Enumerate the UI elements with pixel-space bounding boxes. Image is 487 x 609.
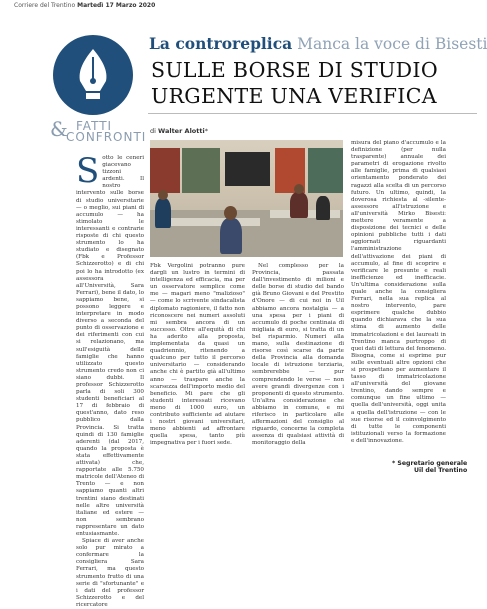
bookshelf (150, 148, 180, 193)
study-table (170, 218, 260, 226)
article-kicker (149, 34, 487, 53)
article-column-4 (351, 140, 446, 465)
body-paragraph: Nel complesso per la Provincia, passata dall'investimento di milioni e delle borse di studio del bando già Bruno Giovani e del Prestito d'Onore — di cui noi in Uil abbiamo ancora nostalgia — a una spesa per i piani di accumulo di poche centinaia di migliaia di euro, si tratta di un bel risparmio. Numeri alla mano, sulla destinazione di risorse così scarse da parte della Provincia alla domanda locale di istruzione terziaria, sembrerebbe — pur comprendendo le verse — non avere grandi divergenze con i proponenti di questo strumento. Un'altra considerazione che abbiamo in comune, e mi riferisco in particolare alle affermazioni del consiglio al riguardo, concerne la completa assenza di qualsiasi attività di monitoraggio della (252, 263, 344, 447)
body-paragraph: otto le ceneri giacevano tizzoni ardenti. Il nostro intervento sulle borse di studio universitarie — o meglio, sui piani di accumulo — ha stimolato le interessanti e contrarie risposte di chi questo strumento lo ha studiato e disegnato (Fbk e Professor Schizzerotto) e di chi poi lo ha introdotto (ex assessora all'Università, Sara Ferrari), bene il dato, lo sappiamo bene, si possono leggere e interpretare in modo diverso a seconda del punto di osservazione e dei riferimenti con cui si relazionano, ma sull'esiguità delle famiglie che hanno utilizzato questo strumento credo non ci siano dubbi. Il professor Schizzerotto parla di soli 300 studenti beneficiari al 17 di febbraio di quest'anno, dato reso pubblico dalla Provincia. Si tratta quindi di 130 famiglie aderenti (dal 2017, quando la proposta è stata effettivamente attivata) che, rapportate alle 5.750 matricole dell'Ateneo di Trento — e non sappiamo quanti altri trentini siano destinati nelle altre università italiane ed estere — non sembrano rappresentare un dato entusiasmante. (76, 155, 144, 537)
article-column-3 (252, 263, 344, 473)
byline: di Walter Alotti* (150, 127, 208, 135)
ampersand-mark: & (50, 117, 69, 141)
student-figure (220, 218, 242, 254)
article-column-1 (76, 151, 144, 608)
publication-date: Martedì 17 Marzo 2020 (77, 2, 156, 9)
kicker-sub: Manca la voce di Bisesti (297, 35, 487, 53)
student-figure (290, 192, 308, 218)
wall-screen (225, 152, 270, 186)
drop-cap: S (76, 151, 100, 191)
body-paragraph: misura del piano d'accumulo e la definizione (per nulla trasparente) annuale dei parametri di erogazione rivolto alle famiglie, prima di qualsiasi orientamento ponderato dei ragazzi alla scelta di un percorso futuro. Un ultimo, quindi, la doverosa richiesta al -silente- assessore all'istruzione e all'università Mirko Bisesti: mettere veramente a disposizione dei tecnici e delle opinioni pubbliche tutti i dati aggiornati riguardanti l'amministrazione dell'attivazione dei piani di accumulo, al fine di scoprire e verificare le presunte e reali inefficienze ed inefficacie. Un'ultima considerazione sulla quale anche la consigliera Ferrari, nella sua replica al nostro intervento, pare esprimere qualche dubbio quando dichiarava che la sua stima di aumento delle immatricolazioni e dei laureati in Trentino manca purtroppo di quei dati di lettura del fenomeno. Bisogna, come si esprime pur sulle eventuali altre opzioni che si prospettano per aumentare il tasso di immatricolazione all'università del giovane trentino, dando sempre e comunque un fine ultimo — quella dell'università, oggi unita a quella dell'istruzione — con le sue risorse ed il coinvolgimento di tutte le componenti istituzionali verso la formazione e dell'innovazione. (351, 140, 446, 444)
article-headline (151, 57, 476, 109)
headline-line-2: URGENTE UNA VERIFICA (151, 84, 437, 108)
byline-marker: * (204, 127, 208, 135)
student-figure (316, 196, 330, 220)
tag-line-2: CONFRONTI (66, 130, 147, 144)
bookshelf (182, 148, 220, 193)
bookshelf (308, 148, 343, 193)
author-signature: * Segretario generale Uil del Trentino (392, 460, 468, 474)
author-name: Walter Alotti (158, 127, 205, 135)
page-header (14, 2, 155, 9)
article-column-2 (150, 263, 245, 473)
column-logo (53, 35, 133, 115)
publication-name: Corriere del Trentino (14, 2, 76, 9)
student-head (224, 206, 237, 220)
tag-line-1: FATTI (76, 119, 113, 133)
student-figure (155, 198, 171, 228)
body-paragraph: Fbk Vergolini potranno pure dargli un lustro in termini di intelligenza ed efficacia, ma per un osservatore semplice come me — magari meno "malizioso" — come lo scrivente sindacalista diplomato ragioniere, il fatto non riconoscere nei numeri assoluti mi sembra ancora di un successo. Oltre all'equità di chi ha aderito alla proposta, implementata da quasi un quadriennio, ritenendo a qualcuno per tutto il percorso universitario — considerando anche chi è partito già all'ultimo anno — traspare anche la scarsezza dell'importo medio del beneficio. Mi pare che gli studenti interessati ricevano meno di 1000 euro, un contributo sufficiente ad aiutare i nostri giovani universitari, meno abbienti ad affrontare quella spesa, tanto più impegnativa per i fuori sede. (150, 263, 245, 447)
student-head (158, 190, 168, 200)
article-photo (150, 140, 343, 257)
body-paragraph: Spiace di aver anche solo pur mirato a confermare la consigliera Sara Ferrari, ma questo strumento frutto di una serie di "sfortunante" e i dati del professor Schizzerotto e del ricercatore (76, 538, 144, 608)
fountain-pen-icon (53, 35, 133, 115)
student-head (294, 184, 304, 194)
headline-line-1: SULLE BORSE DI STUDIO (151, 58, 438, 82)
kicker-main: La controreplica (149, 34, 293, 53)
header-divider (148, 113, 477, 114)
